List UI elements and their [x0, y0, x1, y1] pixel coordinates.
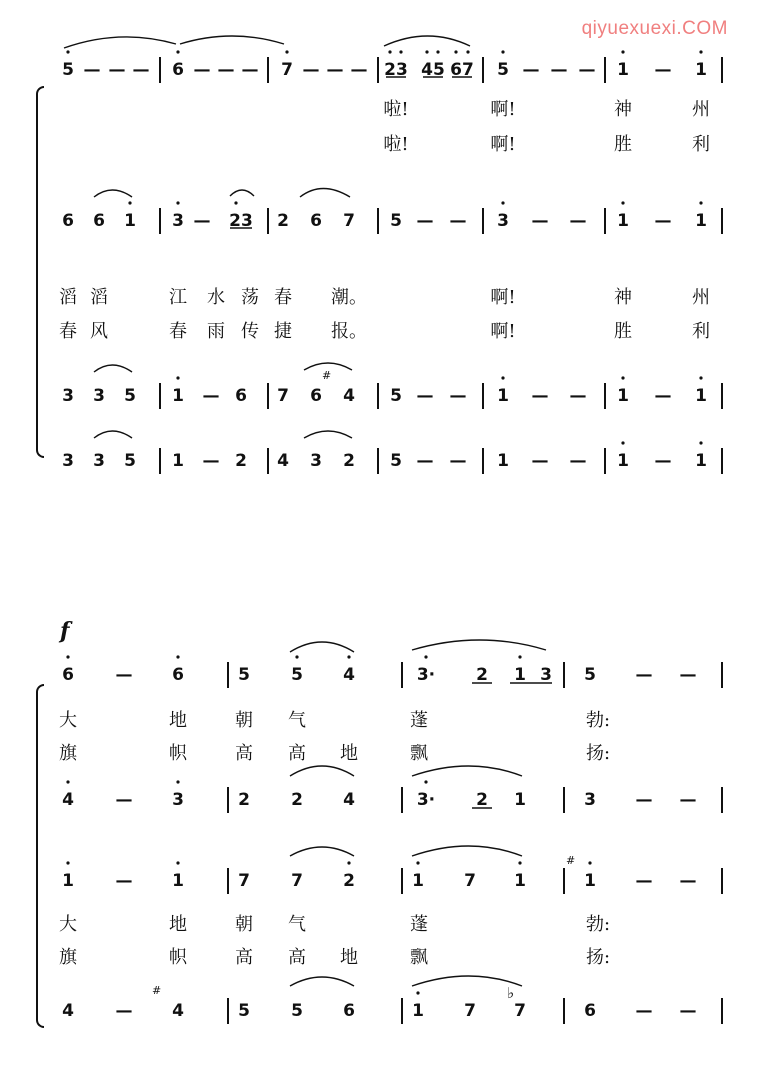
note: 4 [277, 451, 289, 471]
note: 1 [172, 451, 184, 471]
note: 3· [416, 790, 436, 810]
lyric-syllable: 报。 [331, 321, 367, 342]
note: 1 [695, 386, 707, 406]
lyric-syllable: 雨 [207, 321, 225, 342]
lyric-syllable: 扬: [585, 743, 611, 764]
lyric-syllable: 春 [169, 321, 187, 342]
sustain-dash: — [679, 790, 697, 810]
lyric-syllable: 啊! [490, 134, 516, 155]
lyric-syllable: 潮。 [331, 287, 367, 308]
lyric-syllable: 飘 [410, 947, 428, 968]
sustain-dash: — [83, 60, 101, 80]
lyric-syllable: 高 [235, 947, 253, 968]
note: 6 [310, 211, 322, 231]
note: 5 [390, 451, 402, 471]
lyric-syllable: 地 [340, 743, 358, 764]
sustain-dash: — [550, 60, 568, 80]
note: 3 [62, 451, 74, 471]
note: 3 [540, 665, 552, 685]
lyric-syllable: 风 [90, 321, 108, 342]
lyric-syllable: 荡 [241, 287, 259, 308]
slur [180, 36, 284, 44]
note: 6 [172, 665, 184, 685]
note: 2 [277, 211, 289, 231]
slur [64, 37, 176, 48]
lyric-syllable: 滔 [90, 287, 108, 308]
note: 2 [235, 451, 247, 471]
lyric-syllable: 州 [692, 287, 710, 308]
lyric-syllable: 胜 [614, 134, 632, 155]
note: 1 [412, 1001, 424, 1021]
note: 4 [343, 790, 355, 810]
lyric-syllable: 帜 [169, 947, 187, 968]
slur [290, 977, 354, 986]
note: 6 [172, 60, 184, 80]
lyric-syllable: 州 [692, 99, 710, 120]
slur [412, 766, 522, 776]
note: 45 [421, 60, 445, 80]
note: 2 [343, 451, 355, 471]
note: 5 [238, 665, 250, 685]
sustain-dash: — [202, 386, 220, 406]
slur [94, 365, 132, 372]
note: 1 [617, 451, 629, 471]
lyric-syllable: 神 [614, 99, 632, 120]
slur [384, 36, 470, 46]
sustain-dash: — [569, 211, 587, 231]
note: 1 [514, 871, 526, 891]
lyric-syllable: 飘 [410, 743, 428, 764]
sustain-dash: — [531, 386, 549, 406]
note: 3 [584, 790, 596, 810]
slur [230, 190, 254, 196]
note: 5 [390, 386, 402, 406]
note: 7 [343, 211, 355, 231]
note: 3 [62, 386, 74, 406]
lyric-syllable: 蓬 [410, 710, 428, 731]
lyric-syllable: 啊! [490, 287, 516, 308]
sustain-dash: — [522, 60, 540, 80]
note: 1 [695, 211, 707, 231]
sustain-dash: — [217, 60, 235, 80]
slur [94, 190, 132, 197]
note: 3 [93, 451, 105, 471]
sustain-dash: — [350, 60, 368, 80]
sustain-dash: — [115, 665, 133, 685]
sustain-dash: — [449, 451, 467, 471]
lyric-syllable: 朝 [235, 710, 253, 731]
dynamic-mark: f [60, 618, 70, 644]
lyric-syllable: 神 [614, 287, 632, 308]
sustain-dash: — [635, 871, 653, 891]
slur [290, 766, 354, 776]
note: 1 [584, 871, 596, 891]
sharp-icon: # [152, 984, 162, 997]
note: 4 [172, 1001, 184, 1021]
lyric-syllable: 旗 [59, 743, 77, 764]
lyric-syllable: 扬: [585, 947, 611, 968]
lyric-syllable: 旗 [59, 947, 77, 968]
sustain-dash: — [679, 1001, 697, 1021]
lyric-syllable: 滔 [59, 287, 77, 308]
note: 67 [450, 60, 474, 80]
lyric-syllable: 啦! [383, 99, 409, 120]
sustain-dash: — [449, 211, 467, 231]
note: 3· [416, 665, 436, 685]
note: 5 [584, 665, 596, 685]
sustain-dash: — [241, 60, 259, 80]
lyric-syllable: 勃: [585, 914, 611, 935]
note: 5 [124, 451, 136, 471]
slur [290, 642, 354, 652]
note: 1 [172, 386, 184, 406]
lyric-syllable: 胜 [614, 321, 632, 342]
note: 1 [497, 386, 509, 406]
sustain-dash: — [654, 451, 672, 471]
lyric-syllable: 大 [59, 710, 77, 731]
note: 1 [617, 60, 629, 80]
note: 1 [514, 790, 526, 810]
slur [304, 431, 352, 438]
note: 3 [172, 211, 184, 231]
note: 5 [497, 60, 509, 80]
sharp-icon: # [322, 369, 332, 382]
note: 4 [343, 665, 355, 685]
note: 7 [464, 871, 476, 891]
slur [94, 431, 132, 438]
note: 5 [291, 665, 303, 685]
lyric-syllable: 地 [169, 710, 187, 731]
note: 6 [62, 211, 74, 231]
lyric-syllable: 春 [274, 287, 292, 308]
lyric-syllable: 捷 [274, 321, 292, 342]
note: 1 [514, 665, 526, 685]
lyric-syllable: 大 [59, 914, 77, 935]
note: 2 [238, 790, 250, 810]
slur [290, 847, 354, 856]
note: 7 [281, 60, 293, 80]
note: 1 [617, 211, 629, 231]
sustain-dash: — [202, 451, 220, 471]
flat-icon: ♭ [507, 984, 515, 1002]
sustain-dash: — [132, 60, 150, 80]
note: 3 [93, 386, 105, 406]
sustain-dash: — [193, 211, 211, 231]
note: 3 [497, 211, 509, 231]
note: 6 [235, 386, 247, 406]
note: 1 [124, 211, 136, 231]
slur [412, 976, 522, 986]
note: 7 [464, 1001, 476, 1021]
note: 2 [476, 665, 488, 685]
slur [300, 189, 350, 198]
note: 6 [62, 665, 74, 685]
note: 1 [695, 60, 707, 80]
sustain-dash: — [449, 386, 467, 406]
note: 6 [93, 211, 105, 231]
sustain-dash: — [115, 871, 133, 891]
sustain-dash: — [302, 60, 320, 80]
sustain-dash: — [531, 211, 549, 231]
lyric-syllable: 啦! [383, 134, 409, 155]
note: 4 [343, 386, 355, 406]
sustain-dash: — [326, 60, 344, 80]
note: 5 [62, 60, 74, 80]
lyric-syllable: 啊! [490, 99, 516, 120]
sustain-dash: — [416, 386, 434, 406]
sharp-icon: # [566, 854, 576, 867]
sustain-dash: — [635, 790, 653, 810]
note: 6 [343, 1001, 355, 1021]
sustain-dash: — [115, 790, 133, 810]
note: 4 [62, 1001, 74, 1021]
lyric-syllable: 春 [59, 321, 77, 342]
lyric-syllable: 利 [692, 321, 710, 342]
slur [412, 640, 546, 650]
lyric-syllable: 气 [288, 710, 306, 731]
lyric-syllable: 高 [288, 743, 306, 764]
sustain-dash: — [654, 60, 672, 80]
lyric-syllable: 勃: [585, 710, 611, 731]
sustain-dash: — [193, 60, 211, 80]
note: 1 [497, 451, 509, 471]
lyric-syllable: 气 [288, 914, 306, 935]
lyric-syllable: 江 [169, 287, 187, 308]
lyric-syllable: 高 [235, 743, 253, 764]
note: 6 [584, 1001, 596, 1021]
note: 1 [617, 386, 629, 406]
sustain-dash: — [654, 211, 672, 231]
note: 3 [172, 790, 184, 810]
note: 3 [310, 451, 322, 471]
note: 5 [238, 1001, 250, 1021]
note: 4 [62, 790, 74, 810]
sustain-dash: — [569, 451, 587, 471]
note: 5 [390, 211, 402, 231]
note: 1 [62, 871, 74, 891]
octave-dots [66, 50, 702, 994]
sustain-dash: — [578, 60, 596, 80]
sustain-dash: — [635, 665, 653, 685]
lyric-syllable: 传 [241, 321, 259, 342]
sustain-dash: — [654, 386, 672, 406]
note: 2 [291, 790, 303, 810]
note: 5 [291, 1001, 303, 1021]
note: 2 [343, 871, 355, 891]
sustain-dash: — [115, 1001, 133, 1021]
lyric-syllable: 啊! [490, 321, 516, 342]
note: 7 [238, 871, 250, 891]
lyric-syllable: 帜 [169, 743, 187, 764]
lyric-syllable: 利 [692, 134, 710, 155]
note: 23 [384, 60, 408, 80]
note: 1 [172, 871, 184, 891]
lyric-syllable: 地 [169, 914, 187, 935]
note: 1 [412, 871, 424, 891]
note: 7 [277, 386, 289, 406]
sustain-dash: — [416, 211, 434, 231]
note: 6 [310, 386, 322, 406]
slur [412, 846, 522, 856]
watermark: qiyuexuexi.COM [581, 18, 728, 39]
sustain-dash: — [531, 451, 549, 471]
sustain-dash: — [416, 451, 434, 471]
lyric-syllable: 水 [207, 287, 225, 308]
note: 1 [695, 451, 707, 471]
sustain-dash: — [679, 665, 697, 685]
note: 5 [124, 386, 136, 406]
lyric-syllable: 蓬 [410, 914, 428, 935]
note: 7 [291, 871, 303, 891]
sustain-dash: — [635, 1001, 653, 1021]
sustain-dash: — [569, 386, 587, 406]
note: 2 [476, 790, 488, 810]
note: 7 [514, 1001, 526, 1021]
sustain-dash: — [108, 60, 126, 80]
lyric-syllable: 朝 [235, 914, 253, 935]
sustain-dash: — [679, 871, 697, 891]
note: 23 [229, 211, 253, 231]
lyric-syllable: 高 [288, 947, 306, 968]
lyric-syllable: 地 [340, 947, 358, 968]
